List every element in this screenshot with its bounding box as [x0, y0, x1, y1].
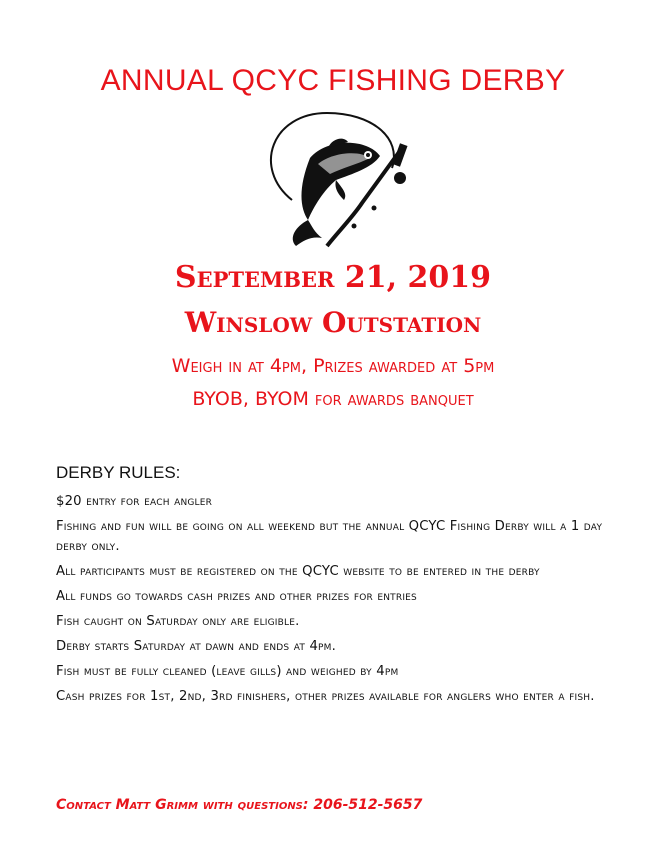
rule-item: All funds go towards cash prizes and other prizes for entries [56, 589, 417, 604]
rules-heading: DERBY RULES: [56, 463, 181, 482]
weigh-in-info: Weigh in at 4pm, Prizes awarded at 5pm [171, 355, 495, 377]
contact-info: Contact Matt Grimm with questions: 206-512-5657 [56, 797, 423, 813]
rule-item: All participants must be registered on the QCYC website to be entered in the derby [56, 564, 540, 579]
rule-item: Fish caught on Saturday only are eligible. [56, 614, 300, 629]
rule-item: Fishing and fun will be going on all weekend but the annual QCYC Fishing Derby will a 1 day derby only. [56, 519, 603, 554]
byob-info: BYOB, BYOM for awards banquet [192, 388, 474, 410]
event-location: Winslow Outstation [184, 306, 482, 339]
fish-and-rod-icon [252, 108, 412, 250]
rules-list [56, 492, 626, 712]
rule-item: Derby starts Saturday at dawn and ends at 4pm. [56, 639, 337, 654]
event-date: September 21, 2019 [174, 260, 492, 295]
rule-item: Fish must be fully cleaned (leave gills) and weighed by 4pm [56, 664, 399, 679]
flyer-title: ANNUAL QCYC FISHING DERBY [100, 64, 566, 97]
rule-item: Cash prizes for 1st, 2nd, 3rd finishers, other prizes available for anglers who enter a fish. [56, 689, 595, 704]
rule-item: $20 entry for each angler [56, 494, 213, 509]
